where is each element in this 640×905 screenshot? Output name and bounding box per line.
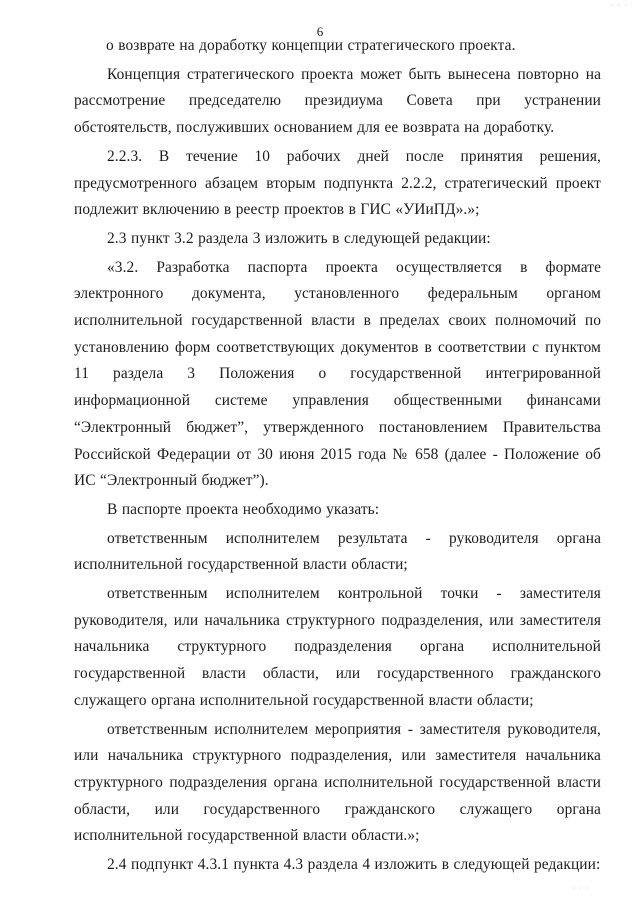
corner-mark-top: · · · bbox=[611, 1, 628, 10]
paragraph-3-2: «3.2. Разработка паспорта проекта осуществляется в формате электронного документа, установленного федеральным органом исполнительной государственной власти в пределах своих полномочий по установлению форм соответствующих документов в соответствии с пунктом 11 раздела 3 Положения о государственной интегрированной информационной системе управления общественными финансами “Электронный бюджет”, утвержденного постановлением Правительства Российской Федерации от 30 июня 2015 года № 658 (далее - Положение об ИС “Электронный бюджет”). bbox=[74, 258, 601, 490]
paragraph-2-4: 2.4 подпункт 4.3.1 пункта 4.3 раздела 4 изложить в следующей редакции: bbox=[107, 856, 601, 874]
paragraph-2-2-3: 2.2.3. В течение 10 рабочих дней после принятия решения, предусмотренного абзацем вторым подпункта 2.2.2, стратегический проект подлежит включению в реестр проектов в ГИС «УИиПД».»; bbox=[74, 147, 601, 219]
page-number: 6 bbox=[316, 24, 324, 39]
paragraph-resubmission: Концепция стратегического проекта может быть вынесена повторно на рассмотрение председателю президиума Совета при устранении обстоятельств, послуживших основанием для ее возврата на доработку. bbox=[74, 65, 601, 137]
body-text bbox=[74, 33, 601, 879]
paragraph-checkpoint-executor: ответственным исполнителем контрольной точки - заместителя руководителя, или начальника структурного подразделения, или заместителя начальника структурного подразделения органа исполнительной государственной власти области, или государственного гражданского служащего органа исполнительной государственной власти области; bbox=[74, 585, 601, 709]
paragraph-2-3: 2.3 пункт 3.2 раздела 3 изложить в следующей редакции: bbox=[107, 229, 491, 247]
paragraph-passport-intro: В паспорте проекта необходимо указать: bbox=[107, 500, 380, 518]
paragraph-activity-executor: ответственным исполнителем мероприятия - заместителя руководителя, или начальника структурного подразделения, или заместителя начальника структурного подразделения органа исполнительной государственной власти области, или государственного гражданского служащего органа исполнительной государственной власти области.»; bbox=[74, 720, 601, 845]
paragraph-continuation: о возврате на доработку концепции стратегического проекта. bbox=[106, 37, 516, 54]
paragraph-result-executor: ответственным исполнителем результата - руководителя органа исполнительной государственной власти области; bbox=[74, 529, 601, 574]
corner-mark-bottom: · ··· bbox=[572, 884, 590, 893]
